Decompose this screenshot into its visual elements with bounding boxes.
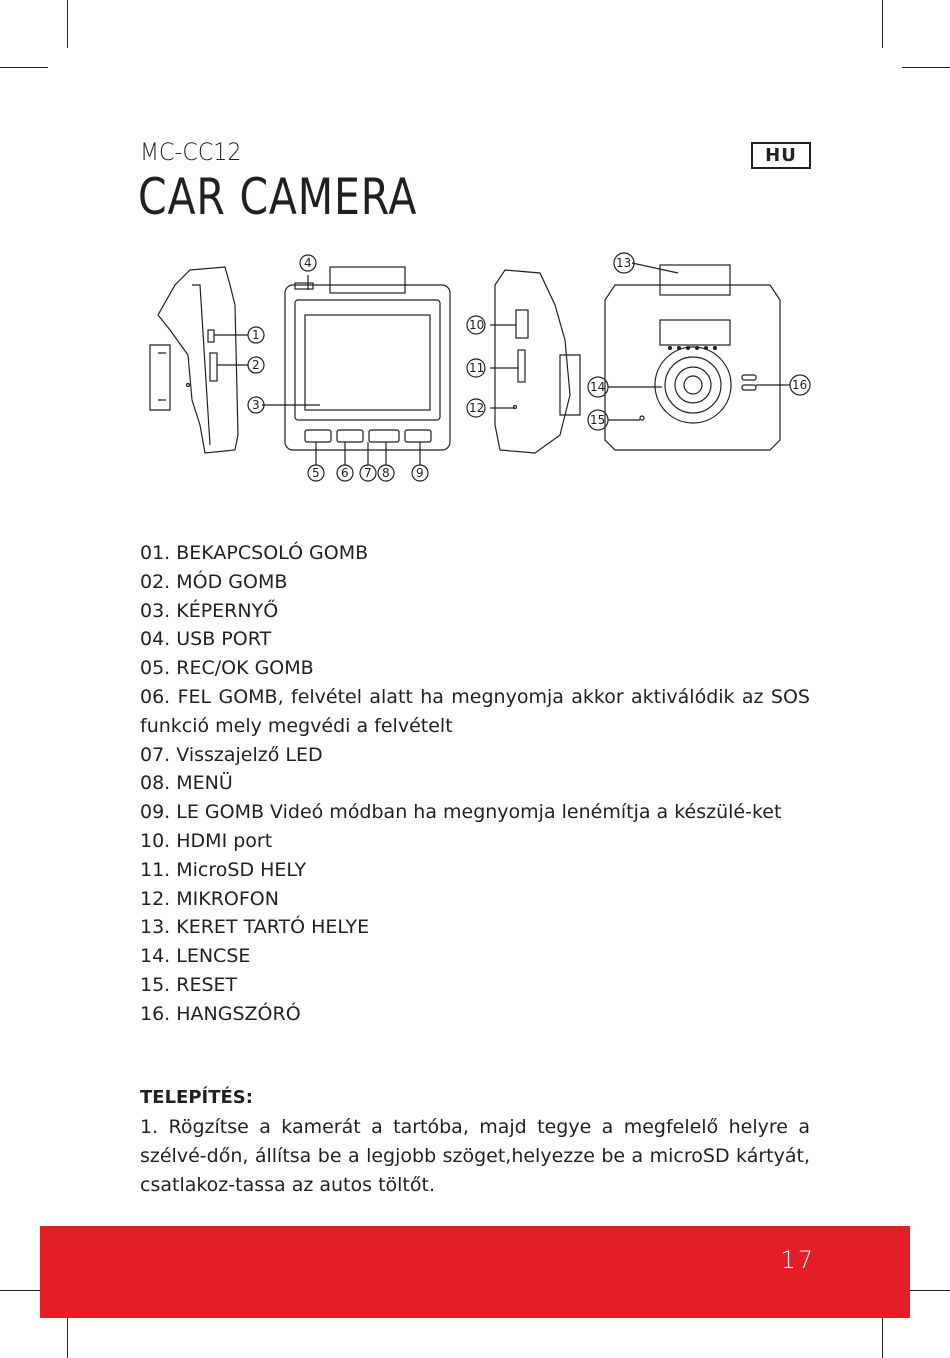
crop-mark: [0, 67, 48, 68]
list-item: 02. MÓD GOMB: [140, 570, 288, 593]
installation-text: 1. Rögzítse a kamerát a tartóba, majd tegye a megfelelő helyre a szélvé-dőn, állítsa be a legjobb szöget,helyezze be a microSD kártyát, csatlakoz-tassa az autos töltőt.: [140, 1116, 810, 1196]
callout-8: 8: [382, 466, 390, 480]
callout-14: 14: [590, 380, 606, 394]
list-item: 09. LE GOMB Videó módban ha megnyomja lenémítja a készülé-ket: [140, 801, 782, 824]
list-item: 12. MIKROFON: [140, 887, 279, 910]
screen-view: [285, 267, 450, 450]
installation-heading: TELEPÍTÉS:: [140, 1087, 253, 1108]
callout-2: 2: [252, 358, 260, 372]
list-item: 07. Visszajelző LED: [140, 743, 323, 766]
list-item: 14. LENCSE: [140, 945, 251, 968]
page-number: 17: [780, 1246, 815, 1274]
page-title: CAR CAMERA: [138, 168, 418, 226]
language-badge: HU: [751, 142, 811, 169]
callout-9: 9: [416, 466, 424, 480]
list-item: 11. MicroSD HELY: [140, 858, 307, 881]
list-item: 04. USB PORT: [140, 628, 272, 651]
callout-11: 11: [469, 361, 485, 375]
list-item: 03. KÉPERNYŐ: [140, 599, 279, 622]
callout-3: 3: [252, 398, 260, 412]
callout-5: 5: [312, 466, 320, 480]
model-number: MC-CC12: [140, 138, 242, 166]
callout-1: 1: [252, 328, 260, 342]
list-item: 06. FEL GOMB, felvétel alatt ha megnyomja akkor aktiválódik az SOS funkció mely megvédi a felvételt: [140, 685, 810, 737]
list-item: 13. KERET TARTÓ HELYE: [140, 916, 370, 939]
list-item: 16. HANGSZÓRÓ: [140, 1002, 301, 1025]
callout-10: 10: [469, 318, 485, 332]
list-item: 10. HDMI port: [140, 829, 273, 852]
callout-13: 13: [616, 256, 632, 270]
parts-list: [140, 539, 810, 1029]
callout-12: 12: [469, 401, 485, 415]
lens-view: [605, 265, 780, 450]
crop-mark: [67, 0, 68, 48]
list-item: 05. REC/OK GOMB: [140, 657, 314, 680]
side-view-right: [495, 270, 580, 453]
crop-mark: [882, 0, 883, 48]
callout-6: 6: [341, 466, 349, 480]
list-item: 08. MENÜ: [140, 772, 233, 795]
callout-15: 15: [590, 413, 606, 427]
callout-7: 7: [364, 466, 372, 480]
camera-diagram: [130, 245, 830, 495]
list-item: 15. RESET: [140, 973, 238, 996]
callout-4: 4: [304, 256, 312, 270]
list-item: 01. BEKAPCSOLÓ GOMB: [140, 542, 369, 564]
callout-16: 16: [792, 378, 808, 392]
crop-mark: [902, 67, 950, 68]
footer-bar: [40, 1226, 910, 1318]
side-view-left: [150, 267, 238, 453]
